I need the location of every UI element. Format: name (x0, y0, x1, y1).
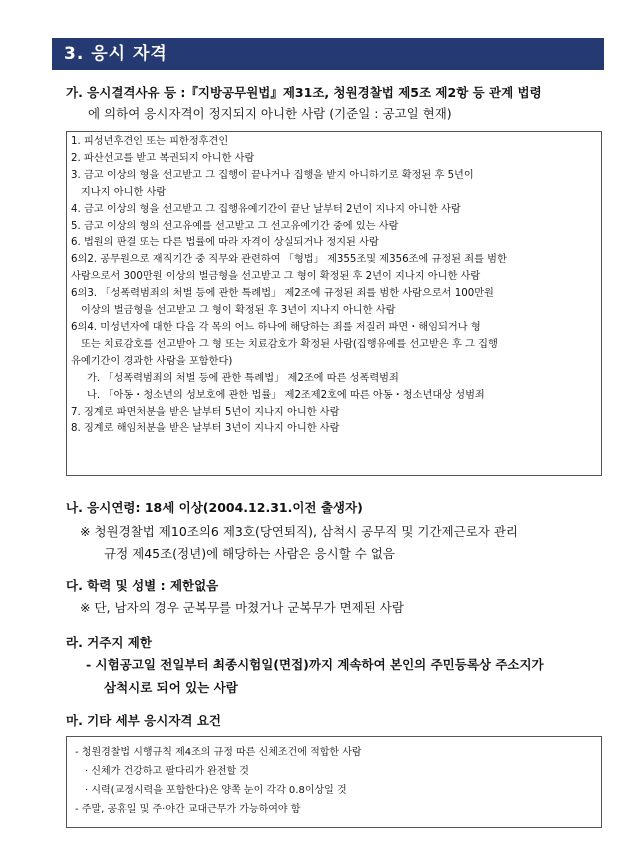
ra-title: 라. 거주지 제한 (66, 635, 152, 650)
list-item: 나. 「아동・청소년의 성보호에 관한 법률」 제2조제2호에 따른 아동・청소년대상 성범죄 (87, 389, 485, 401)
list-item: 4. 금고 이상의 형을 선고받고 그 집행유예기간이 끝난 날부터 2년이 지나지 아니한 사람 (71, 203, 461, 215)
list-item: 2. 파산선고를 받고 복권되지 아니한 사람 (71, 152, 255, 164)
list-item: 이상의 벌금형을 선고받고 그 형이 확정된 후 3년이 지나지 아니한 사람 (81, 305, 396, 317)
na-note-line2: 규정 제45조(정년)에 해당하는 사람은 응시할 수 없음 (104, 546, 396, 561)
ra-note-line1: - 시험공고일 전일부터 최종시험일(면접)까지 계속하여 본인의 주민등록상 주소지가 (86, 657, 544, 672)
na-note-line1: ※ 청원경찰법 제10조의6 제3호(당연퇴직), 삼척시 공무직 및 기간제근로자 관리 (80, 524, 518, 539)
ga-title-line1: 가. 응시결격사유 등 :『지방공무원법』제31조, 청원경찰법 제5조 제2항 등 관계 법령 (66, 85, 542, 100)
list-item: 6의3. 「성폭력범죄의 처벌 등에 관한 특례법」 제2조에 규정된 죄를 범한 사람으로서 100만원 (71, 288, 494, 300)
da-note: ※ 단, 남자의 경우 군복무를 마쳤거나 군복무가 면제된 사람 (80, 600, 404, 615)
list-item: · 시력(교정시력을 포함한다)은 양쪽 눈이 각각 0.8이상일 것 (85, 785, 347, 796)
na-title: 나. 응시연령: 18세 이상(2004.12.31.이전 출생자) (66, 500, 363, 515)
list-item: - 주말, 공휴일 및 주·야간 교대근무가 가능하여야 함 (75, 804, 301, 815)
list-item: 유예기간이 경과한 사람을 포함한다) (71, 355, 233, 367)
section-title: 3. 응시 자격 (52, 38, 604, 70)
list-item: 사람으로서 300만원 이상의 벌금형을 선고받고 그 형이 확정된 후 2년이 지나지 아니한 사람 (71, 271, 481, 283)
list-item: 7. 징계로 파면처분을 받은 날부터 5년이 지나지 아니한 사람 (71, 406, 340, 418)
list-item: 6. 법원의 판결 또는 다른 법률에 따라 자격이 상실되거나 정지된 사람 (71, 237, 379, 249)
ma-title: 마. 기타 세부 응시자격 요건 (66, 713, 221, 728)
list-item: · 신체가 건강하고 팔다리가 완전할 것 (85, 766, 249, 777)
list-item: 가. 「성폭력범죄의 처벌 등에 관한 특례법」 제2조에 따른 성폭력범죄 (87, 372, 399, 384)
list-item: 지나지 아니한 사람 (81, 186, 167, 198)
list-item: 5. 금고 이상의 형의 선고유예를 선고받고 그 선고유예기간 중에 있는 사람 (71, 220, 399, 232)
disqualification-box (66, 131, 602, 476)
ra-note-line2: 삼척시로 되어 있는 사람 (104, 680, 238, 695)
list-item: - 청원경찰법 시행규칙 제4조의 규정 따른 신체조건에 적합한 사람 (75, 747, 362, 758)
list-item: 또는 치료감호를 선고받아 그 형 또는 치료감호가 확정된 사람(집행유예를 선고받은 후 그 집행 (81, 338, 498, 350)
additional-requirements-box (66, 736, 602, 828)
ga-title-line2: 에 의하여 응시자격이 정지되지 아니한 사람 (기준일 : 공고일 현재) (88, 106, 452, 121)
list-item: 6의4. 미성년자에 대한 다음 각 목의 어느 하나에 해당하는 죄를 저질러 파면・해임되거나 형 (71, 321, 481, 333)
list-item: 3. 금고 이상의 형을 선고받고 그 집행이 끝나거나 집행을 받지 아니하기로 확정된 후 5년이 (71, 169, 474, 181)
list-item: 1. 피성년후견인 또는 피한정후견인 (71, 136, 229, 147)
list-item: 6의2. 공무원으로 재직기간 중 직무와 관련하여 「형법」 제355조및 제356조에 규정된 죄를 범한 (71, 254, 507, 266)
da-title: 다. 학력 및 성별 : 제한없음 (66, 578, 219, 593)
list-item: 8. 징계로 해임처분을 받은 날부터 3년이 지나지 아니한 사람 (71, 423, 340, 435)
